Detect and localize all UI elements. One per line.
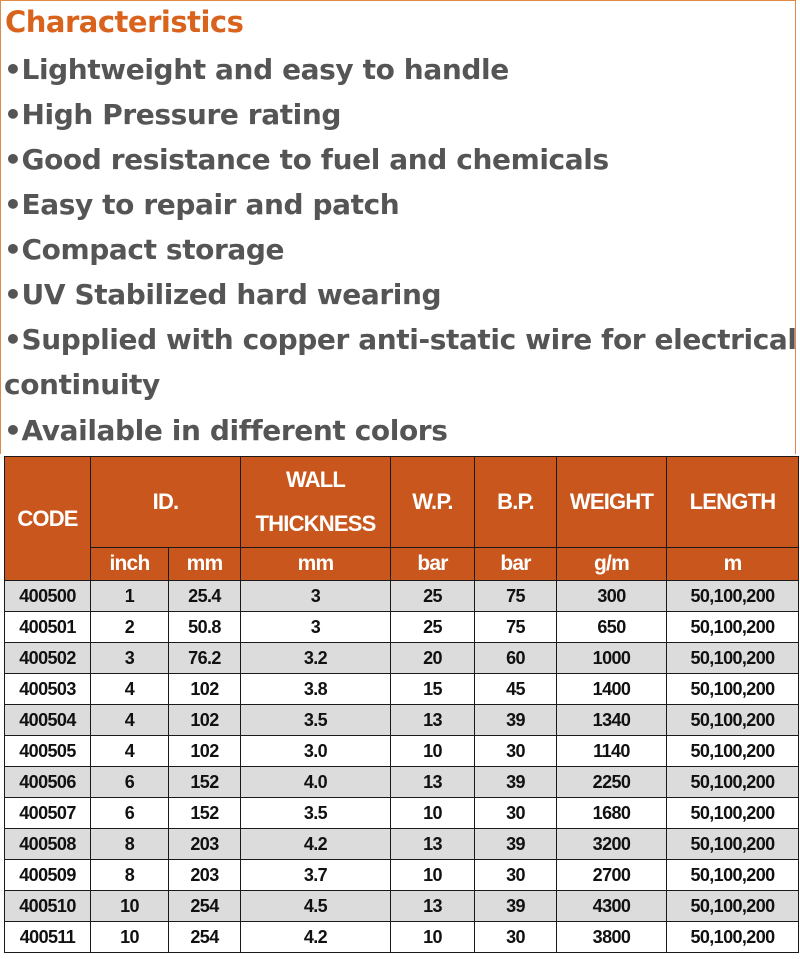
cell-bp: 30 bbox=[475, 922, 557, 953]
header-id: ID. bbox=[91, 457, 241, 548]
bullet-storage: •Compact storage bbox=[4, 233, 285, 266]
cell-id-inch: 10 bbox=[91, 891, 169, 922]
bullet-pressure: •High Pressure rating bbox=[4, 98, 342, 131]
cell-bp: 39 bbox=[475, 705, 557, 736]
cell-wall-thickness: 3.7 bbox=[241, 860, 391, 891]
cell-id-inch: 4 bbox=[91, 736, 169, 767]
cell-weight: 4300 bbox=[557, 891, 667, 922]
bullet-lightweight: •Lightweight and easy to handle bbox=[4, 53, 509, 86]
unit-bp-bar: bar bbox=[475, 548, 557, 581]
cell-id-inch: 6 bbox=[91, 798, 169, 829]
cell-length: 50,100,200 bbox=[667, 891, 799, 922]
bullet-antistatic-continued: continuity bbox=[4, 368, 160, 401]
cell-id-mm: 254 bbox=[169, 891, 241, 922]
cell-code: 400504 bbox=[5, 705, 91, 736]
characteristics-title: Characteristics bbox=[5, 5, 244, 39]
cell-wp: 20 bbox=[391, 643, 475, 674]
cell-weight: 300 bbox=[557, 581, 667, 612]
cell-code: 400510 bbox=[5, 891, 91, 922]
cell-code: 400502 bbox=[5, 643, 91, 674]
cell-length: 50,100,200 bbox=[667, 829, 799, 860]
cell-length: 50,100,200 bbox=[667, 581, 799, 612]
header-wall-thickness bbox=[241, 457, 391, 548]
unit-weight: g/m bbox=[557, 548, 667, 581]
cell-id-mm: 203 bbox=[169, 829, 241, 860]
cell-id-inch: 1 bbox=[91, 581, 169, 612]
cell-weight: 1680 bbox=[557, 798, 667, 829]
cell-weight: 1140 bbox=[557, 736, 667, 767]
cell-weight: 1400 bbox=[557, 674, 667, 705]
bullet-resistance: •Good resistance to fuel and chemicals bbox=[4, 143, 609, 176]
cell-id-inch: 4 bbox=[91, 705, 169, 736]
cell-length: 50,100,200 bbox=[667, 612, 799, 643]
cell-code: 400500 bbox=[5, 581, 91, 612]
cell-wall-thickness: 3.0 bbox=[241, 736, 391, 767]
cell-wall-thickness: 3 bbox=[241, 612, 391, 643]
unit-inch: inch bbox=[91, 548, 169, 581]
cell-wp: 10 bbox=[391, 860, 475, 891]
table-row bbox=[5, 891, 799, 922]
cell-weight: 650 bbox=[557, 612, 667, 643]
cell-code: 400509 bbox=[5, 860, 91, 891]
cell-wp: 10 bbox=[391, 922, 475, 953]
header-weight: WEIGHT bbox=[557, 457, 667, 548]
cell-wall-thickness: 3.2 bbox=[241, 643, 391, 674]
bullet-colors: •Available in different colors bbox=[4, 414, 448, 447]
cell-id-mm: 203 bbox=[169, 860, 241, 891]
cell-length: 50,100,200 bbox=[667, 736, 799, 767]
cell-wall-thickness: 4.0 bbox=[241, 767, 391, 798]
cell-wp: 15 bbox=[391, 674, 475, 705]
unit-wall-mm: mm bbox=[241, 548, 391, 581]
table-row bbox=[5, 798, 799, 829]
table-row bbox=[5, 829, 799, 860]
cell-bp: 60 bbox=[475, 643, 557, 674]
cell-length: 50,100,200 bbox=[667, 674, 799, 705]
cell-wall-thickness: 4.2 bbox=[241, 829, 391, 860]
characteristics-panel bbox=[0, 0, 796, 454]
cell-id-mm: 50.8 bbox=[169, 612, 241, 643]
cell-id-inch: 10 bbox=[91, 922, 169, 953]
cell-wall-thickness: 4.2 bbox=[241, 922, 391, 953]
header-wall-line2: THICKNESS bbox=[255, 511, 376, 536]
cell-weight: 2250 bbox=[557, 767, 667, 798]
cell-weight: 1340 bbox=[557, 705, 667, 736]
cell-wp: 25 bbox=[391, 581, 475, 612]
cell-code: 400508 bbox=[5, 829, 91, 860]
cell-bp: 39 bbox=[475, 767, 557, 798]
cell-bp: 39 bbox=[475, 829, 557, 860]
cell-id-inch: 3 bbox=[91, 643, 169, 674]
cell-bp: 39 bbox=[475, 891, 557, 922]
cell-weight: 2700 bbox=[557, 860, 667, 891]
bullet-uv: •UV Stabilized hard wearing bbox=[4, 278, 442, 311]
cell-weight: 3800 bbox=[557, 922, 667, 953]
table-row bbox=[5, 736, 799, 767]
cell-wall-thickness: 3 bbox=[241, 581, 391, 612]
cell-id-inch: 8 bbox=[91, 829, 169, 860]
cell-wp: 13 bbox=[391, 767, 475, 798]
header-code: CODE bbox=[5, 457, 91, 581]
unit-mm: mm bbox=[169, 548, 241, 581]
cell-length: 50,100,200 bbox=[667, 705, 799, 736]
table-row bbox=[5, 860, 799, 891]
cell-weight: 3200 bbox=[557, 829, 667, 860]
header-length: LENGTH bbox=[667, 457, 799, 548]
cell-id-mm: 76.2 bbox=[169, 643, 241, 674]
cell-code: 400505 bbox=[5, 736, 91, 767]
cell-wp: 13 bbox=[391, 705, 475, 736]
unit-wp-bar: bar bbox=[391, 548, 475, 581]
cell-code: 400511 bbox=[5, 922, 91, 953]
cell-length: 50,100,200 bbox=[667, 643, 799, 674]
table-row bbox=[5, 612, 799, 643]
cell-wp: 13 bbox=[391, 829, 475, 860]
table-row bbox=[5, 705, 799, 736]
spec-table bbox=[4, 456, 799, 953]
cell-id-inch: 4 bbox=[91, 674, 169, 705]
cell-wp: 10 bbox=[391, 798, 475, 829]
cell-id-inch: 8 bbox=[91, 860, 169, 891]
cell-code: 400506 bbox=[5, 767, 91, 798]
cell-id-inch: 2 bbox=[91, 612, 169, 643]
cell-length: 50,100,200 bbox=[667, 798, 799, 829]
bullet-antistatic: •Supplied with copper anti-static wire for electrical bbox=[4, 323, 797, 356]
cell-wp: 10 bbox=[391, 736, 475, 767]
bullet-repair: •Easy to repair and patch bbox=[4, 188, 400, 221]
cell-bp: 75 bbox=[475, 581, 557, 612]
cell-bp: 30 bbox=[475, 860, 557, 891]
table-row bbox=[5, 643, 799, 674]
cell-bp: 30 bbox=[475, 736, 557, 767]
cell-wall-thickness: 3.5 bbox=[241, 798, 391, 829]
cell-id-mm: 102 bbox=[169, 705, 241, 736]
cell-id-mm: 102 bbox=[169, 674, 241, 705]
header-wp: W.P. bbox=[391, 457, 475, 548]
table-row bbox=[5, 674, 799, 705]
cell-id-mm: 152 bbox=[169, 798, 241, 829]
cell-bp: 45 bbox=[475, 674, 557, 705]
cell-wp: 25 bbox=[391, 612, 475, 643]
table-row bbox=[5, 922, 799, 953]
header-wall-line1: WALL bbox=[285, 467, 346, 492]
spec-table-body bbox=[5, 581, 799, 953]
cell-length: 50,100,200 bbox=[667, 767, 799, 798]
unit-length: m bbox=[667, 548, 799, 581]
cell-id-mm: 25.4 bbox=[169, 581, 241, 612]
cell-id-mm: 102 bbox=[169, 736, 241, 767]
cell-bp: 30 bbox=[475, 798, 557, 829]
cell-wp: 13 bbox=[391, 891, 475, 922]
cell-length: 50,100,200 bbox=[667, 860, 799, 891]
cell-id-inch: 6 bbox=[91, 767, 169, 798]
cell-wall-thickness: 3.8 bbox=[241, 674, 391, 705]
cell-wall-thickness: 4.5 bbox=[241, 891, 391, 922]
cell-weight: 1000 bbox=[557, 643, 667, 674]
cell-bp: 75 bbox=[475, 612, 557, 643]
cell-code: 400507 bbox=[5, 798, 91, 829]
cell-length: 50,100,200 bbox=[667, 922, 799, 953]
cell-id-mm: 254 bbox=[169, 922, 241, 953]
cell-code: 400503 bbox=[5, 674, 91, 705]
cell-id-mm: 152 bbox=[169, 767, 241, 798]
header-bp: B.P. bbox=[475, 457, 557, 548]
cell-code: 400501 bbox=[5, 612, 91, 643]
cell-wall-thickness: 3.5 bbox=[241, 705, 391, 736]
table-row bbox=[5, 581, 799, 612]
table-row bbox=[5, 767, 799, 798]
